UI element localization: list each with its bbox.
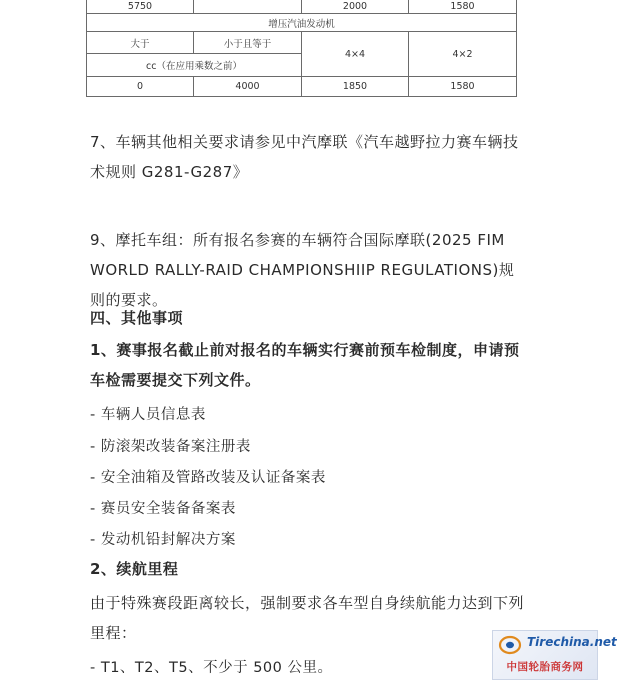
list-item: - 安全油箱及管路改装及认证备案表 [90, 470, 326, 486]
table-cell: 1580 [409, 0, 517, 14]
list-item: - 防滚架改装备案注册表 [90, 439, 251, 455]
watermark-logo [492, 630, 617, 680]
vehicle-spec-table [86, 0, 516, 97]
table-cell [194, 0, 302, 14]
table-cell: 4000 [194, 77, 302, 97]
range-heading: 2、续航里程 [90, 560, 179, 578]
watermark-site: 中国轮胎商务网 [506, 661, 584, 673]
table-header-gt: 大于 [87, 32, 194, 54]
table-cell: 2000 [302, 0, 409, 14]
section-4-heading: 四、其他事项 [90, 309, 184, 327]
paragraph-7: 7、车辆其他相关要求请参见中汽摩联《汽车越野拉力赛车辆技术规则 G281-G287》 [90, 133, 519, 181]
table-cell: 1580 [409, 77, 517, 97]
paragraph-9: 9、摩托车组：所有报名参赛的车辆符合国际摩联(2025 FIM WORLD RALLY-RAID CHAMPIONSHIIP REGULATIONS)规则的要求。 [90, 231, 515, 309]
list-item: - 赛员安全装备备案表 [90, 501, 236, 517]
watermark-brand: Tirechina.net [527, 635, 617, 649]
table-row [87, 0, 517, 14]
pre-inspection-paragraph: 1、赛事报名截止前对报名的车辆实行赛前预车检制度，申请预车检需要提交下列文件。 [90, 341, 520, 389]
tire-icon [499, 635, 521, 655]
range-description: 由于特殊赛段距离较长，强制要求各车型自身续航能力达到下列里程： [90, 594, 525, 642]
list-item: - 发动机铅封解决方案 [90, 532, 236, 548]
table-header-4x4: 4×4 [302, 32, 409, 77]
range-requirement: - T1、T2、T5、不少于 500 公里。 [90, 660, 333, 676]
table-cc-note: cc（在应用乘数之前） [87, 54, 302, 77]
table-section-title: 增压汽油发动机 [87, 14, 517, 32]
table-header-4x2: 4×2 [409, 32, 517, 77]
table-cell: 0 [87, 77, 194, 97]
table-header-lte: 小于且等于 [194, 32, 302, 54]
table-row [87, 14, 517, 32]
table-row [87, 77, 517, 97]
list-item: - 车辆人员信息表 [90, 407, 206, 423]
table-cell: 1850 [302, 77, 409, 97]
table-cell: 5750 [87, 0, 194, 14]
table-row [87, 32, 517, 54]
